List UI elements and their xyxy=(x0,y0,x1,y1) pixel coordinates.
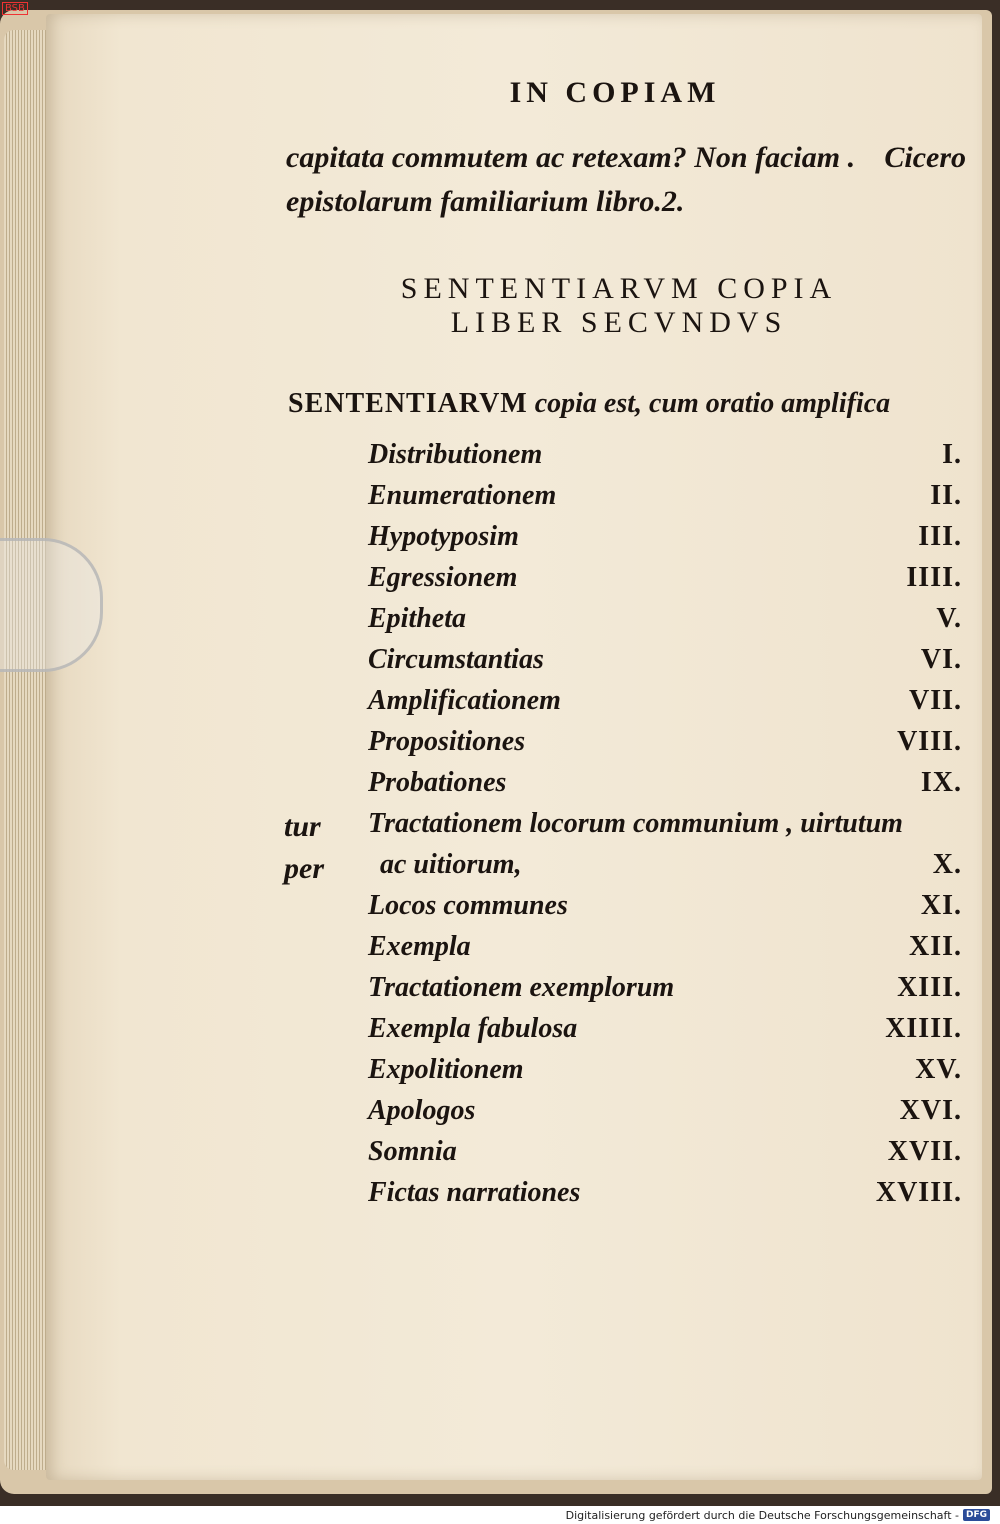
entry-number: I. xyxy=(942,438,962,470)
entry-number: II. xyxy=(930,479,962,511)
entry-number: XI. xyxy=(920,889,962,921)
entry-number: XVIII. xyxy=(875,1176,962,1208)
list-item xyxy=(368,1090,962,1131)
prose-line xyxy=(286,180,966,224)
list-item xyxy=(368,557,962,598)
list-item xyxy=(368,1049,962,1090)
entry-label: Locos communes xyxy=(368,889,568,921)
entry-number: VII. xyxy=(908,684,962,716)
footer-text: Digitalisierung gefördert durch die Deutsche Forschungsgemeinschaft - xyxy=(565,1508,959,1522)
entry-label: Exempla fabulosa xyxy=(368,1012,578,1044)
prose-text: capitata commutem ac retexam? Non faciam . xyxy=(286,141,856,174)
entry-number: XV. xyxy=(915,1053,962,1085)
entry-list xyxy=(368,434,962,1213)
list-item xyxy=(368,475,962,516)
entry-label: Apologos xyxy=(368,1094,476,1126)
entry-label: Epitheta xyxy=(368,602,467,634)
entry-number: VIII. xyxy=(897,725,962,757)
digitization-footer xyxy=(0,1506,1000,1524)
entry-number: XIIII. xyxy=(885,1012,962,1044)
entry-label: Tractationem locorum communium , uirtutum xyxy=(368,807,903,839)
section-title: SENTENTIARVM COPIA xyxy=(400,272,838,305)
entry-label: Probationes xyxy=(368,766,507,798)
prose-text: epistolarum familiarium libro.2. xyxy=(286,185,685,218)
entry-label: Somnia xyxy=(368,1135,457,1167)
prose-block xyxy=(286,136,966,224)
list-item xyxy=(368,1172,962,1213)
entry-number: XVI. xyxy=(899,1094,962,1126)
entry-label: Distributionem xyxy=(368,438,543,470)
entry-label: Hypotyposim xyxy=(368,520,519,552)
entry-label: Tractationem exemplorum xyxy=(368,971,675,1003)
entry-label: Exempla xyxy=(368,930,471,962)
prose-text: Cicero xyxy=(884,141,966,174)
entry-number: XIII. xyxy=(897,971,962,1003)
entry-label: Circumstantias xyxy=(368,643,544,675)
entry-number: IIII. xyxy=(906,561,962,593)
margin-word: per xyxy=(284,852,324,885)
entry-number: V. xyxy=(936,602,962,634)
list-item xyxy=(368,1008,962,1049)
entry-number: XII. xyxy=(908,930,962,962)
page-clip xyxy=(0,538,103,672)
entry-label: Amplificationem xyxy=(368,684,561,716)
entry-label: ac uitiorum, xyxy=(380,848,522,880)
page-edges xyxy=(4,30,48,1470)
list-item xyxy=(368,1131,962,1172)
list-item xyxy=(368,680,962,721)
entry-number: IX. xyxy=(920,766,962,798)
section-subtitle: LIBER SECVNDVS xyxy=(450,306,788,339)
entry-label: Egressionem xyxy=(368,561,518,593)
prose-line xyxy=(286,136,966,180)
intro-rest: copia est, cum oratio amplifica xyxy=(527,388,891,419)
list-item xyxy=(368,598,962,639)
entry-label: Expolitionem xyxy=(368,1053,524,1085)
list-item xyxy=(368,885,962,926)
margin-word: tur xyxy=(284,810,321,843)
list-item xyxy=(368,721,962,762)
entry-label: Propositiones xyxy=(368,725,526,757)
list-item xyxy=(368,844,962,885)
entry-label: Fictas narrationes xyxy=(368,1176,581,1208)
running-head: IN COPIAM xyxy=(509,76,721,109)
library-mark: BSB xyxy=(2,2,28,15)
list-item xyxy=(368,926,962,967)
entry-number: VI. xyxy=(920,643,962,675)
entry-number: III. xyxy=(918,520,962,552)
intro-caps: SENTENTIARVM xyxy=(288,388,528,419)
list-item xyxy=(368,434,962,475)
entry-number: XVII. xyxy=(887,1135,962,1167)
entry-number: X. xyxy=(932,848,962,880)
entry-label: Enumerationem xyxy=(368,479,557,511)
dfg-logo: DFG xyxy=(963,1509,990,1521)
list-item xyxy=(368,516,962,557)
list-item xyxy=(368,803,962,844)
list-item xyxy=(368,967,962,1008)
intro-line xyxy=(288,388,968,420)
list-item xyxy=(368,639,962,680)
list-item xyxy=(368,762,962,803)
